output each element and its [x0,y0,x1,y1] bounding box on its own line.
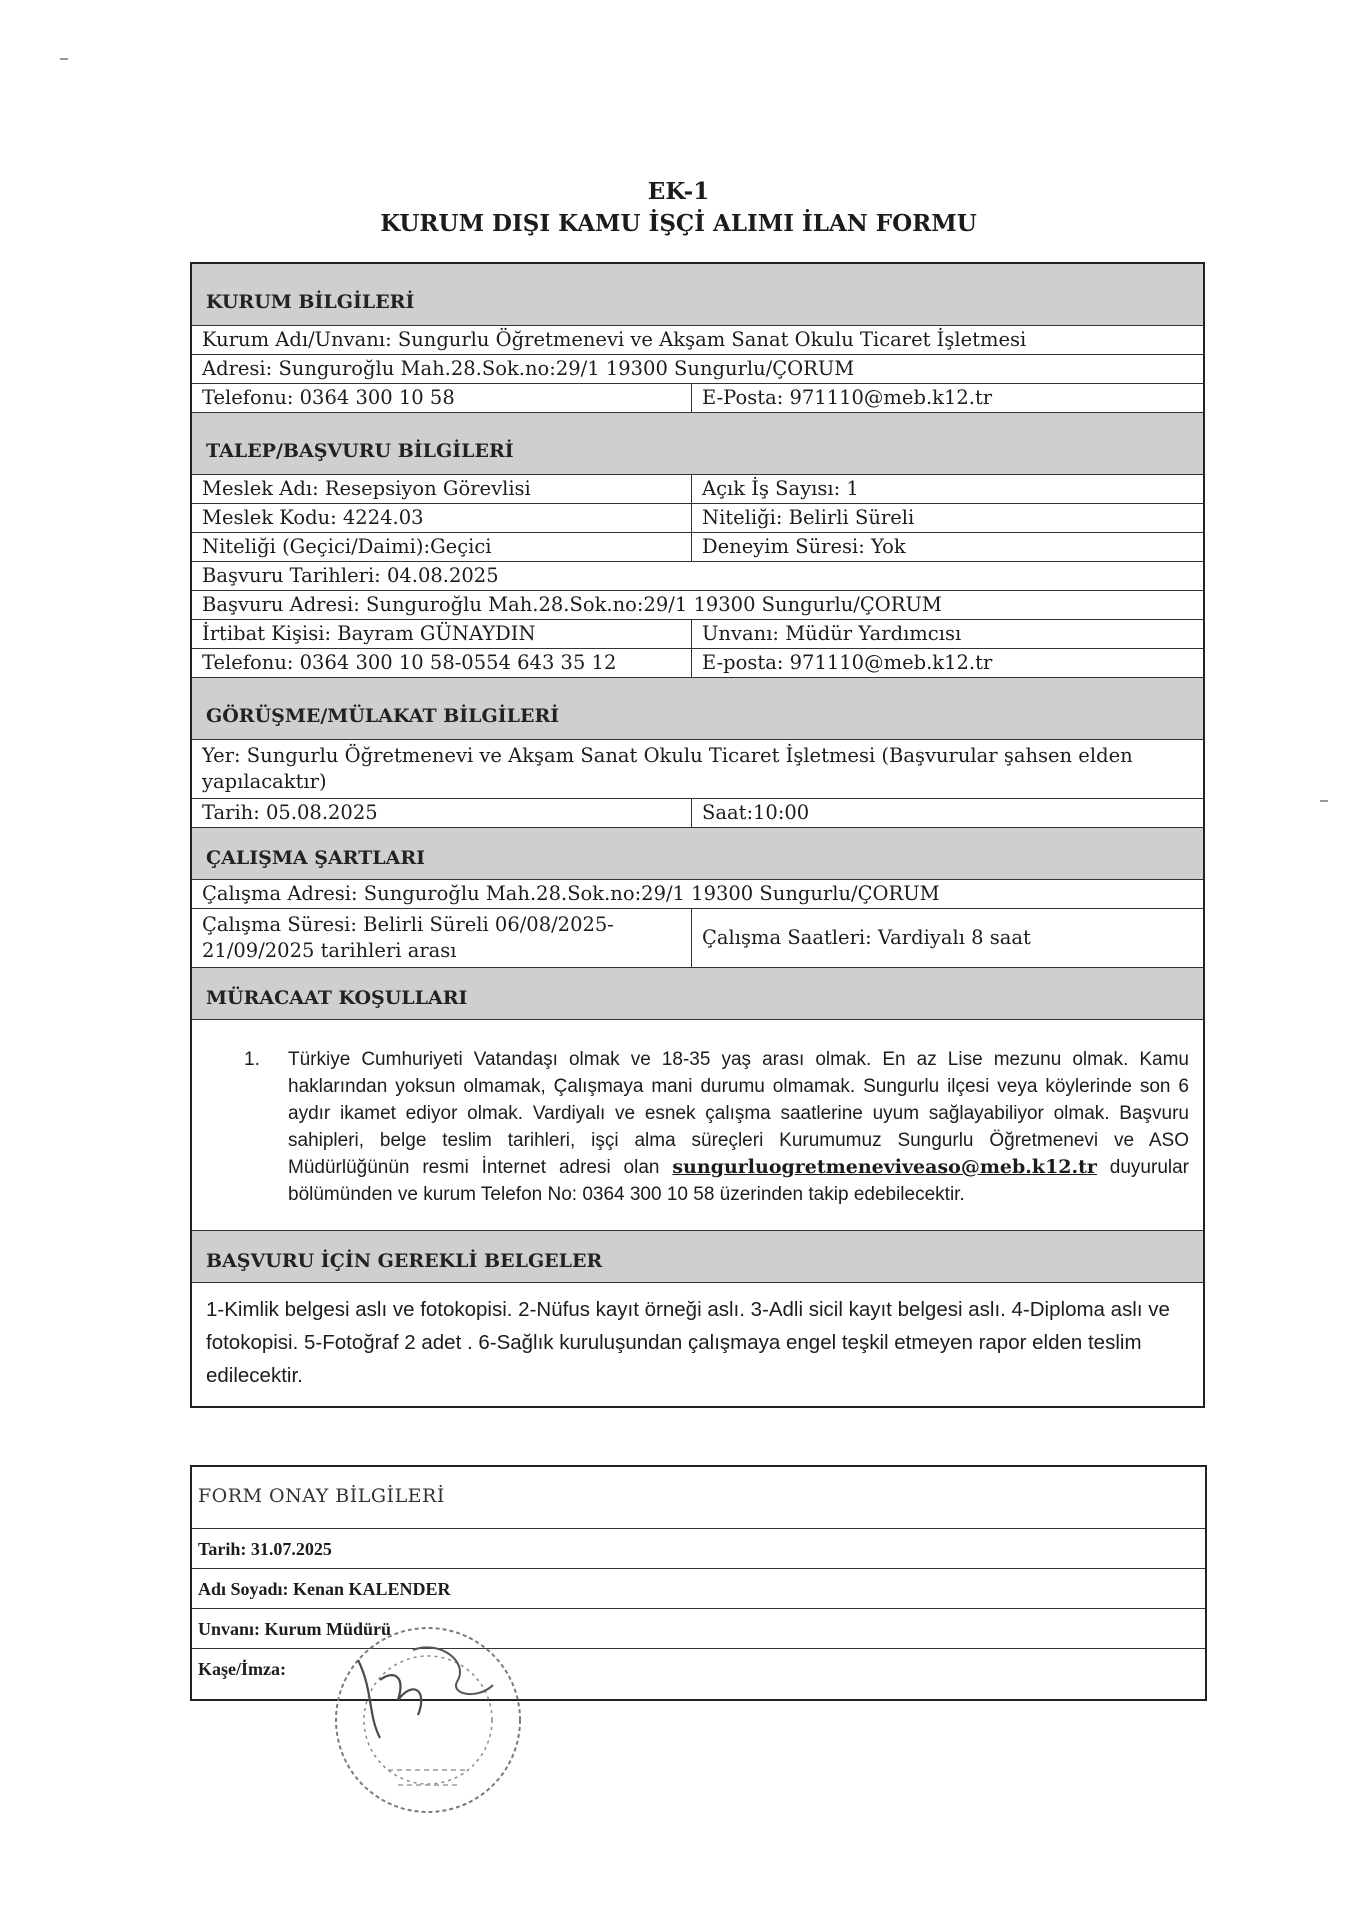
calisma-saatleri: Çalışma Saatleri: Vardiyalı 8 saat [702,926,1031,949]
kurum-iletisim-row [192,384,1203,413]
talep-row-3 [192,533,1203,562]
page-title: KURUM DIŞI KAMU İŞÇİ ALIMI İLAN FORMU [380,210,977,237]
irtibat-eposta: E-posta: 971110@meb.k12.tr [702,651,993,674]
niteligi: Niteliği: Belirli Süreli [702,506,915,529]
form-code: EK-1 [647,178,710,205]
section-talep-heading: TALEP/BAŞVURU BİLGİLERİ [192,413,1203,475]
muracaat-text: Türkiye Cumhuriyeti Vatandaşı olmak ve 18-35 yaş arası olmak. En az Lise mezunu olmak. Kamu haklarından yoksun olmamak, Çalışmaya mani durumu olmamak. Sungurlu ilçesi veya köylerinde son 6 aydır ikamet ediyor olmak. Vardiyalı ve esnek çalışma saatlerine uyum sağlayabiliyor olmak. Başvuru sahipleri, belge teslim tarihleri, işçi alma süreçleri Kurumumuz Sungurlu Öğretmenevi ve ASO Müdürlüğünün resmi İnternet adresi olan [288,1049,1189,1178]
kurum-adi-row [192,326,1203,355]
section-muracaat-heading: MÜRACAAT KOŞULLARI [192,968,1203,1020]
kurum-adres-row [192,355,1203,384]
kurum-mail-link[interactable]: sungurluogretmeneviveaso@meb.k12.tr [672,1156,1097,1178]
basvuru-adresi: Başvuru Adresi: Sunguroğlu Mah.28.Sok.no:29/1 19300 Sungurlu/ÇORUM [202,593,942,616]
muracaat-kosullari [192,1020,1203,1231]
onay-unvan: Unvanı: Kurum Müdürü [192,1609,1205,1649]
section-calisma-heading: ÇALIŞMA ŞARTLARI [192,828,1203,880]
acik-is-sayisi: Açık İş Sayısı: 1 [702,477,859,500]
calisma-adresi: Çalışma Adresi: Sunguroğlu Mah.28.Sok.no:29/1 19300 Sungurlu/ÇORUM [202,882,940,905]
kurum-telefon: Telefonu: 0364 300 10 58 [192,384,692,412]
scan-mark [60,58,68,60]
talep-row-7 [192,649,1203,678]
kurum-adres: Adresi: Sunguroğlu Mah.28.Sok.no:29/1 19300 Sungurlu/ÇORUM [202,357,855,380]
onay-adi-soyadi: Adı Soyadı: Kenan KALENDER [192,1569,1205,1609]
niteligi-gecici-daimi: Niteliği (Geçici/Daimi):Geçici [192,533,692,561]
announcement-form [190,262,1205,1408]
calisma-suresi: Çalışma Süresi: Belirli Süreli 06/08/2025-21/09/2025 tarihleri arası [192,909,692,967]
onay-heading: FORM ONAY BİLGİLERİ [192,1467,1205,1529]
gerekli-belgeler: 1-Kimlik belgesi aslı ve fotokopisi. 2-Nüfus kayıt örneği aslı. 3-Adli sicil kayıt belgesi aslı. 4-Diploma aslı ve fotokopisi. 5-Fotoğraf 2 adet . 6-Sağlık kuruluşundan çalışmaya engel teşkil etmeyen rapor elden teslim edilecektir. [206,1298,1170,1387]
stamp-seal-icon [318,1620,538,1840]
gorusme-yer: Yer: Sungurlu Öğretmenevi ve Akşam Sanat Okulu Ticaret İşletmesi (Başvurular şahsen elden yapılacaktır) [202,744,1133,793]
section-gorusme-heading: GÖRÜŞME/MÜLAKAT BİLGİLERİ [192,678,1203,740]
onay-tarih: Tarih: 31.07.2025 [192,1529,1205,1569]
calisma-sure-row [192,909,1203,968]
talep-row-2 [192,504,1203,533]
kurum-eposta: E-Posta: 971110@meb.k12.tr [702,386,993,409]
gorusme-zaman-row [192,799,1203,828]
meslek-kodu: Meslek Kodu: 4224.03 [192,504,692,532]
muracaat-text-end: duyurular bölümünden ve kurum Telefon No: 0364 300 10 58 üzerinden takip edebilecektir. [288,1157,1189,1205]
talep-row-6 [192,620,1203,649]
section-kurum-heading: KURUM BİLGİLERİ [192,264,1203,326]
irtibat-telefon: Telefonu: 0364 300 10 58-0554 643 35 12 [192,649,692,677]
calisma-adres-row [192,880,1203,909]
onay-kase-imza: Kaşe/İmza: [198,1659,286,1679]
talep-row-5 [192,591,1203,620]
list-number: 1. [244,1049,260,1070]
irtibat-unvan: Unvanı: Müdür Yardımcısı [702,622,962,645]
gorusme-saat: Saat:10:00 [702,801,810,824]
irtibat-kisisi: İrtibat Kişisi: Bayram GÜNAYDIN [192,620,692,648]
kurum-adi: Kurum Adı/Unvanı: Sungurlu Öğretmenevi ve Akşam Sanat Okulu Ticaret İşletmesi [202,328,1027,351]
deneyim-suresi: Deneyim Süresi: Yok [702,535,906,558]
meslek-adi: Meslek Adı: Resepsiyon Görevlisi [192,475,692,503]
gorusme-tarih: Tarih: 05.08.2025 [192,799,692,827]
gorusme-yer-row [192,740,1203,799]
basvuru-tarihleri: Başvuru Tarihleri: 04.08.2025 [202,564,499,587]
section-belgeler-heading: BAŞVURU İÇİN GEREKLİ BELGELER [192,1231,1203,1283]
scan-mark [1320,800,1328,802]
talep-row-4 [192,562,1203,591]
talep-row-1 [192,475,1203,504]
